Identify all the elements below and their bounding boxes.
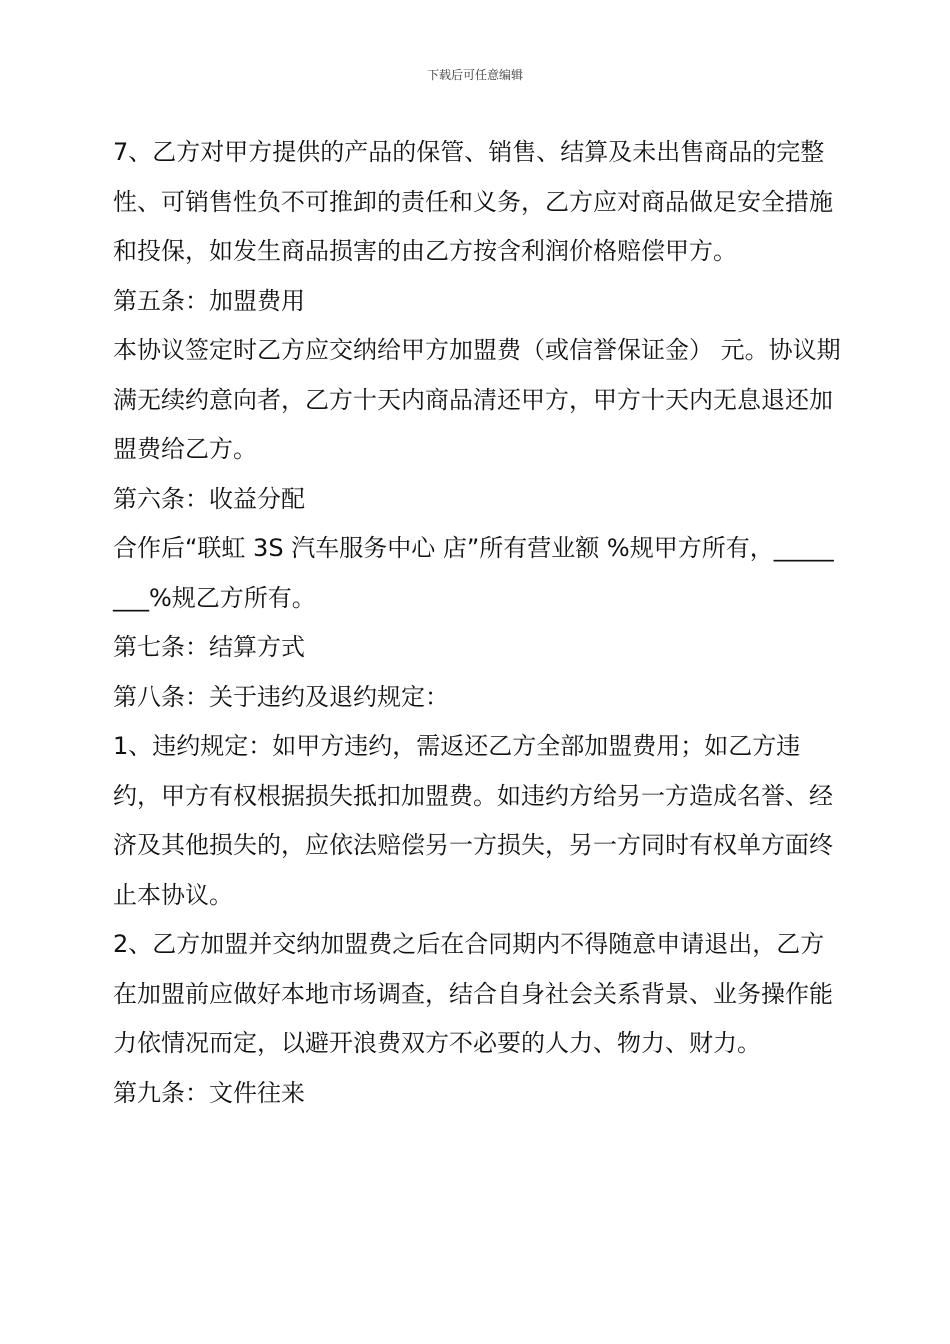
article-heading: 第九条：文件往来	[113, 1078, 305, 1107]
clause-paragraph: 合作后“联虹 3S 汽车服务中心 店”所有营业额 %规甲方所有，________%规乙方所有。	[113, 534, 834, 612]
clause-paragraph: 1、违约规定：如甲方违约，需返还乙方全部加盟费用；如乙方违约，甲方有权根据损失抵扣加盟费。如违约方给另一方造成名誉、经济及其他损失的，应依法赔偿另一方损失，另一方同时有权单方面终止本协议。	[113, 732, 833, 909]
article-heading: 第七条：结算方式	[113, 633, 305, 661]
article-heading: 第八条：关于违约及退约规定：	[113, 682, 449, 711]
article-heading: 第五条：加盟费用	[113, 286, 305, 315]
page-header: 下载后可任意编辑	[426, 68, 523, 82]
clause-paragraph: 本协议签定时乙方应交纳给甲方加盟费（或信誉保证金） 元。协议期满无续约意向者，乙方十天内商品清还甲方，甲方十天内无息退还加盟费给乙方。	[113, 336, 841, 463]
clause-paragraph: 7、乙方对甲方提供的产品的保管、销售、结算及未出售商品的完整性、可销售性负不可推卸的责任和义务，乙方应对商品做足安全措施和投保，如发生商品损害的由乙方按含利润价格赔偿甲方。	[113, 138, 833, 265]
clause-paragraph: 2、乙方加盟并交纳加盟费之后在合同期内不得随意申请退出，乙方在加盟前应做好本地市场调查，结合自身社会关系背景、业务操作能力依情况而定，以避开浪费双方不必要的人力、物力、财力。	[113, 930, 833, 1057]
document-body	[113, 128, 841, 1118]
article-heading: 第六条：收益分配	[113, 484, 305, 513]
